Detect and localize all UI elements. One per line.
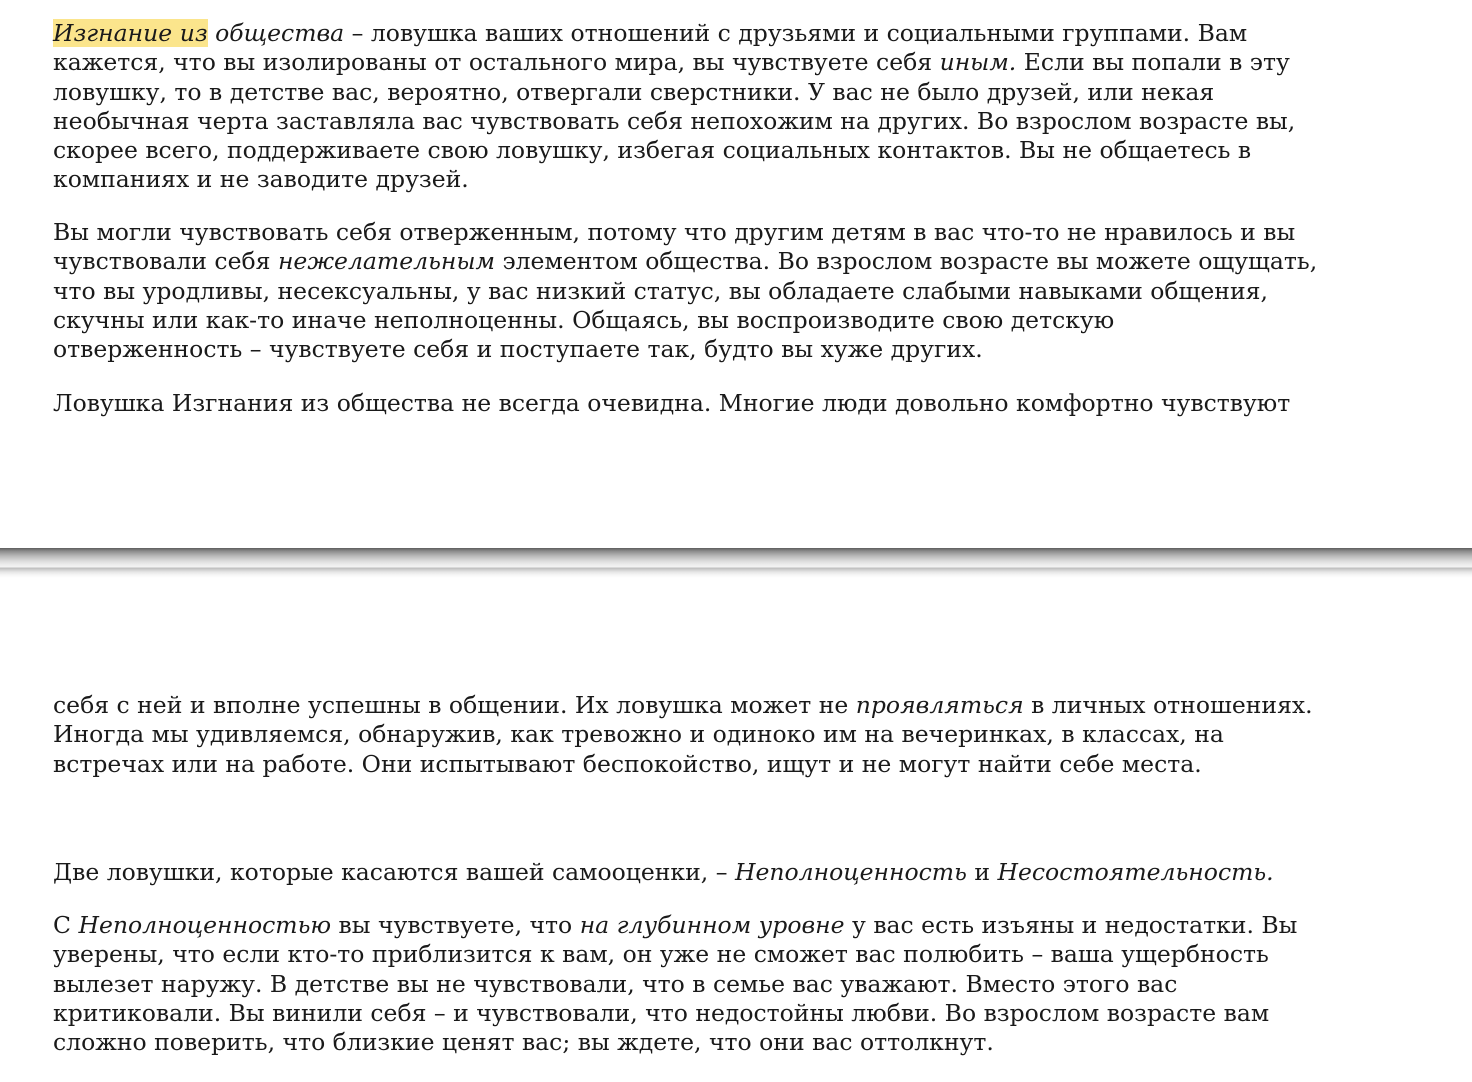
text-run: у вас есть изъяны и недостатки. Вы: [844, 911, 1298, 939]
text-run: скорее всего, поддерживаете свою ловушку, избегая социальных контактов. Вы не общаетесь в: [53, 136, 1252, 165]
italic-term: Неполноценностью: [78, 911, 332, 939]
text-line: [53, 306, 1413, 335]
italic-term: общества: [215, 19, 345, 47]
text-run: Вы могли чувствовать себя отверженным, потому что другим детям в вас что-то не нравилось и вы: [53, 218, 1296, 246]
text-run: элементом общества. Во взрослом возрасте вы можете ощущать,: [494, 247, 1318, 276]
text-line: [53, 78, 1413, 107]
document-page-bottom: [0, 578, 1472, 1082]
text-line: [53, 720, 1413, 749]
paragraph-continuation[interactable]: [53, 691, 1413, 779]
text-run: чувствовали себя: [53, 247, 278, 276]
text-run: себя с ней и вполне успешны в общении. Их ловушка может не: [53, 691, 856, 719]
text-line: [53, 335, 1413, 364]
text-line: [53, 940, 1413, 969]
italic-term: Неполноценность: [734, 858, 967, 886]
italic-term: Несостоятельность.: [997, 858, 1274, 886]
text-run: Две ловушки, которые касаются вашей самооценки, –: [53, 858, 735, 886]
text-run: вылезет наружу. В детстве вы не чувствовали, что в семье вас уважают. Вместо этого вас: [53, 969, 1178, 998]
page-break-separator: [0, 548, 1472, 578]
text-run: критиковали. Вы винили себя – и чувствовали, что недостойны любви. Во взрослом возрасте вам: [53, 998, 1270, 1027]
italic-term: иным.: [939, 48, 1017, 77]
paragraph-trap-not-obvious[interactable]: [53, 389, 1413, 418]
text-run: скучны или как-то иначе неполноценны. Общаясь, вы воспроизводите свою детскую: [53, 305, 1115, 334]
text-run: отверженность – чувствуете себя и поступаете так, будто вы хуже других.: [53, 335, 983, 364]
text-run: Иногда мы удивляемся, обнаружив, как тревожно и одиноко им на вечеринках, в классах, на: [53, 720, 1224, 749]
text-run: в личных отношениях.: [1023, 691, 1313, 719]
text-run: уверены, что если кто-то приблизится к вам, он уже не сможет вас полюбить – ваша ущербность: [53, 940, 1269, 969]
text-run: Если вы попали в эту: [1016, 48, 1290, 77]
italic-term: проявляться: [855, 691, 1024, 719]
text-run: С: [53, 911, 79, 939]
highlighted-term[interactable]: из: [179, 19, 208, 47]
paragraph-rejection[interactable]: [53, 218, 1413, 364]
text-run: компаниях и не заводите друзей.: [53, 165, 469, 194]
text-line: [53, 911, 1413, 940]
text-run: сложно поверить, что близкие ценят вас; вы ждете, что они вас оттолкнут.: [53, 1028, 994, 1057]
text-line: [53, 858, 1413, 887]
text-line: [53, 247, 1413, 276]
text-line: [53, 999, 1413, 1028]
highlighted-term[interactable]: Изгнание: [53, 19, 173, 47]
text-run: что вы уродливы, несексуальны, у вас низкий статус, вы обладаете слабыми навыками общения,: [53, 276, 1268, 305]
italic-term: нежелательным: [277, 247, 495, 276]
text-run: кажется, что вы изолированы от остального мира, вы чувствуете себя: [53, 48, 940, 77]
text-line: [53, 19, 1413, 48]
text-line: [53, 48, 1413, 77]
text-line: [53, 970, 1413, 999]
text-line: [53, 1028, 1413, 1057]
text-run: и: [966, 858, 998, 886]
paragraph-inferiority[interactable]: [53, 911, 1413, 1057]
text-line: [53, 165, 1413, 194]
text-line: [53, 750, 1413, 779]
text-line: [53, 389, 1413, 418]
text-run: необычная черта заставляла вас чувствовать себя непохожим на других. Во взрослом возрасте вы,: [53, 106, 1296, 135]
paragraph-self-esteem-traps[interactable]: [53, 858, 1413, 887]
text-line: [53, 277, 1413, 306]
text-run: вы чувствуете, что: [331, 911, 580, 939]
text-run: – ловушка ваших отношений с друзьями и социальными группами. Вам: [344, 19, 1248, 47]
italic-term: [208, 19, 215, 47]
text-line: [53, 107, 1413, 136]
italic-term: на глубинном уровне: [579, 911, 845, 939]
text-run: Ловушка Изгнания из общества не всегда очевидна. Многие люди довольно комфортно чувствуют: [53, 389, 1291, 417]
text-line: [53, 691, 1413, 720]
text-line: [53, 136, 1413, 165]
text-line: [53, 218, 1413, 247]
text-run: встречах или на работе. Они испытывают беспокойство, ищут и не могут найти себе места.: [53, 749, 1202, 778]
text-run: ловушку, то в детстве вас, вероятно, отвергали сверстники. У вас не было друзей, или некая: [53, 77, 1215, 106]
paragraph-social-exclusion[interactable]: [53, 19, 1413, 195]
highlight-gap: [172, 19, 179, 47]
